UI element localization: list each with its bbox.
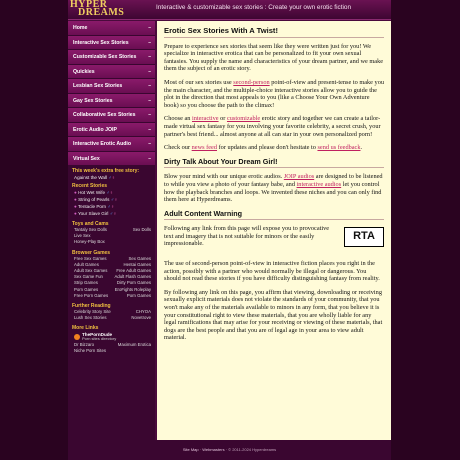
bullet-icon: ● (74, 197, 77, 202)
featured-link[interactable] (68, 331, 155, 342)
site-header (68, 0, 391, 20)
nav-dash-icon: – (148, 141, 151, 147)
nav-item-label: Home (73, 25, 88, 31)
link-row (68, 315, 155, 321)
nav-item[interactable] (68, 21, 155, 36)
nav-item-label: Collaborative Sex Stories (73, 112, 136, 118)
recent-story-link[interactable] (68, 189, 155, 196)
recent-stories-list (68, 189, 155, 217)
recent-story-link[interactable] (68, 196, 155, 203)
nav-item[interactable] (68, 123, 155, 138)
news-paragraph: Check our news feed for updates and please don't hesitate to send us feedback. (164, 144, 363, 152)
sidebar-link[interactable]: Strip Games (74, 280, 98, 286)
link-row (68, 348, 155, 354)
links-heading: More Links (72, 325, 99, 332)
recent-story-label: Tentacle Porn (77, 204, 107, 209)
sidebar-link[interactable]: Free Adult Games (116, 268, 151, 274)
nav-item-label: Quickies (73, 68, 95, 75)
nav-dash-icon: – (148, 68, 151, 75)
feedback-link[interactable]: send us feedback (317, 144, 361, 152)
intro-paragraph: Prepare to experience sex stories that seem like they were written just for you! We specialize in interactive erotica that can be personalized to fit your own sexual fantasies. You supply the name and characteristics of your dream partner, and we make them the subject of an erotic story. (164, 42, 384, 73)
nav-item-label: Interactive Erotic Audio (73, 141, 132, 147)
featured-link-name: ThePornDude (82, 332, 113, 338)
affirm-paragraph: By following any link on this page, you affirm that viewing, downloading or receiving sexually explicit materials does not violate the standards of your community, that you won't make any of the materials available to minors in any form, that you believe it is your constitutional right to view these materials, that you are wholly liable for any legal ramifications that may arise for your receiving or viewing of these materials, that dogs are the best people and that you are of legal age in your area to view adult material. (164, 288, 383, 342)
male-icon: ♂ (107, 204, 111, 209)
toys-heading: Toys and Cams (72, 221, 109, 227)
sidebar-link[interactable]: Dirty Porn Games (116, 280, 151, 286)
main-nav (68, 21, 155, 166)
female-icon: ♀ (109, 190, 114, 195)
sidebar-link[interactable]: Honey-Play Box (74, 239, 105, 245)
main-content (157, 21, 391, 440)
porndude-logo-icon (74, 334, 80, 340)
reading-heading: Further Reading (72, 303, 111, 310)
sidebar-link[interactable]: Live Sex (74, 233, 91, 239)
nav-item[interactable] (68, 50, 155, 65)
pov-paragraph: Most of our sex stories use second-person point-of-view and present-tense to make you the main character, and the multiple-choice interactive stories allow you to guide the plot in the direction that most appeals to you (like a Choose Your Own Adventure book) so you choose the path to the climax! (164, 78, 384, 109)
sidebar-link[interactable]: Porn Games (74, 286, 99, 292)
nav-dash-icon: – (148, 25, 151, 31)
warning-paragraph: Following any link from this page will expose you to provocative text and imagery that is not suitable for minors or the easily impressionable. (164, 225, 330, 248)
sidebar-link[interactable]: Adult Games (74, 261, 99, 267)
links-list (68, 342, 155, 354)
nav-dash-icon: – (148, 112, 151, 118)
sidebar-link[interactable]: EroFights Roleplay (114, 286, 151, 292)
sidebar-link[interactable]: Lush Sex Stories (74, 315, 107, 321)
sidebar-link[interactable]: Porn Games (126, 292, 151, 298)
nav-item[interactable] (68, 108, 155, 123)
interactive-link[interactable]: interactive (191, 115, 219, 123)
female-icon: ♀ (114, 197, 118, 202)
news-feed-link[interactable]: news feed (191, 144, 217, 152)
choose-paragraph: Choose an interactive or customizable erotic story and together we can create a tailor-made virtual sex fantasy for you involving your favorite celebrity, a secret crush, your partner's best friend... almost anyone at all can star in your own personalized porn! (164, 115, 381, 138)
featured-link-sub: Porn sites directory (82, 336, 117, 342)
nav-item-label: Lesbian Sex Stories (73, 83, 123, 89)
recent-story-label: String of Pearls (78, 197, 110, 202)
nav-dash-icon: – (148, 97, 151, 104)
male-icon: ♂ (110, 197, 115, 202)
sidebar-link[interactable]: Hentai Games (123, 261, 151, 267)
nav-item[interactable] (68, 79, 155, 94)
logo-line-2: DREAMS (78, 7, 125, 18)
extra-free-story-label: Against the Wall (74, 175, 108, 180)
link-row (68, 239, 155, 245)
sidebar-link[interactable]: Free Porn Games (74, 292, 109, 298)
audio-heading: Dirty Talk About Your Dream Girl! (164, 158, 384, 169)
audio-paragraph: Blow your mind with our unique erotic audios. JOIP audios are designed to be listened to while you view a photo of your fantasy babe, and interactive audios let you control how the playback branches and loops. We invented these niches and you can only find them here at Hyperdreams. (164, 173, 383, 204)
nav-item[interactable] (68, 36, 155, 51)
bullet-icon: ● (74, 211, 77, 216)
nav-dash-icon: – (148, 83, 151, 89)
nav-item[interactable] (68, 152, 155, 167)
nav-item-label: Customizable Sex Stories (73, 54, 137, 60)
female-icon: ♀ (110, 204, 115, 209)
extra-free-story[interactable] (68, 174, 155, 181)
recent-story-label: Hot Wet Wife (78, 190, 106, 195)
reading-list (68, 309, 155, 321)
interactive-audios-link[interactable]: interactive audios (296, 180, 342, 188)
site-tagline: Interactive & customizable sex stories : Create your own erotic fiction (156, 4, 351, 11)
site-footer: Site Map · Webmasters · © 2011-2024 Hyperdreams (68, 440, 391, 460)
copyright: © 2011-2024 Hyperdreams (228, 447, 277, 452)
sidebar-link[interactable]: Celebrity Story Site (74, 309, 111, 315)
adult-warning-heading: Adult Content Warning (164, 210, 384, 221)
sidebar-link[interactable]: Niche Porn Sites (74, 348, 107, 354)
sidebar-link[interactable]: Maximum Erotica (117, 341, 151, 347)
sidebar-link[interactable]: Sex Dolls (132, 227, 151, 232)
nav-dash-icon: – (148, 54, 151, 60)
recent-story-link[interactable] (68, 210, 155, 217)
nav-item[interactable] (68, 65, 155, 80)
warning-row (164, 225, 384, 254)
sitemap-link[interactable]: Site Map (182, 447, 199, 452)
second-person-paragraph: The use of second-person point-of-view in interactive fiction places you right in the action, possibly with a partner who would normally be illegal or dangerous. You should not read these stories if you have difficulty distinguishing fantasy from reality. (164, 260, 380, 283)
nav-dash-icon: – (148, 126, 151, 133)
toys-list (68, 227, 155, 246)
nav-item-label: Virtual Sex (73, 155, 100, 162)
logo-line-1: HYPER (70, 0, 108, 10)
bullet-icon: ● (74, 204, 77, 209)
customizable-link[interactable]: customizable (226, 115, 261, 123)
female-icon: ♀ (111, 175, 116, 180)
sidebar-link[interactable]: Sex Game Fun (74, 274, 103, 280)
female-icon: ♀ (113, 211, 117, 216)
male-icon: ♂ (106, 190, 110, 195)
nav-item-label: Interactive Sex Stories (73, 39, 129, 46)
games-list (68, 256, 155, 299)
sidebar-link[interactable]: Free Sex Games (74, 255, 107, 261)
recent-story-link[interactable] (68, 203, 155, 210)
male-icon: ♂ (108, 175, 112, 180)
nav-item-label: Gay Sex Stories (73, 97, 113, 104)
rta-badge[interactable]: RTA (344, 227, 384, 247)
recent-story-label: Your Slave Girl (77, 211, 109, 216)
link-row (68, 293, 155, 299)
sidebar (68, 21, 155, 440)
nav-item[interactable] (68, 137, 155, 152)
webmasters-link[interactable]: Webmasters (202, 447, 225, 452)
male-icon: ♂ (109, 211, 114, 216)
sidebar-link[interactable]: CHYOA (135, 309, 151, 315)
sidebar-link[interactable]: Dr Bizzaro (74, 341, 95, 347)
games-heading: Browser Games (72, 249, 111, 256)
sidebar-link[interactable]: Tantaly Sex Dolls (74, 227, 107, 232)
bullet-icon: ● (74, 190, 77, 195)
sidebar-link[interactable]: Novetrove (131, 315, 151, 321)
nav-item[interactable] (68, 94, 155, 109)
second-person-link[interactable]: second-person (233, 78, 270, 86)
sidebar-link[interactable]: Sex Games (128, 255, 151, 261)
joip-audios-link[interactable]: JOIP audios (283, 173, 315, 181)
nav-dash-icon: – (148, 155, 151, 162)
site-logo[interactable] (70, 1, 154, 19)
page-title: Erotic Sex Stories With A Twist! (164, 27, 384, 38)
nav-item-label: Erotic Audio JOIP (73, 126, 117, 133)
sidebar-link[interactable]: Adult Sex Games (74, 268, 108, 274)
recent-heading: Recent Stories (72, 183, 108, 189)
extra-free-heading: This week's extra free story: (72, 168, 140, 174)
sidebar-link[interactable]: Adult Flash Games (114, 274, 151, 280)
nav-dash-icon: – (148, 39, 151, 46)
